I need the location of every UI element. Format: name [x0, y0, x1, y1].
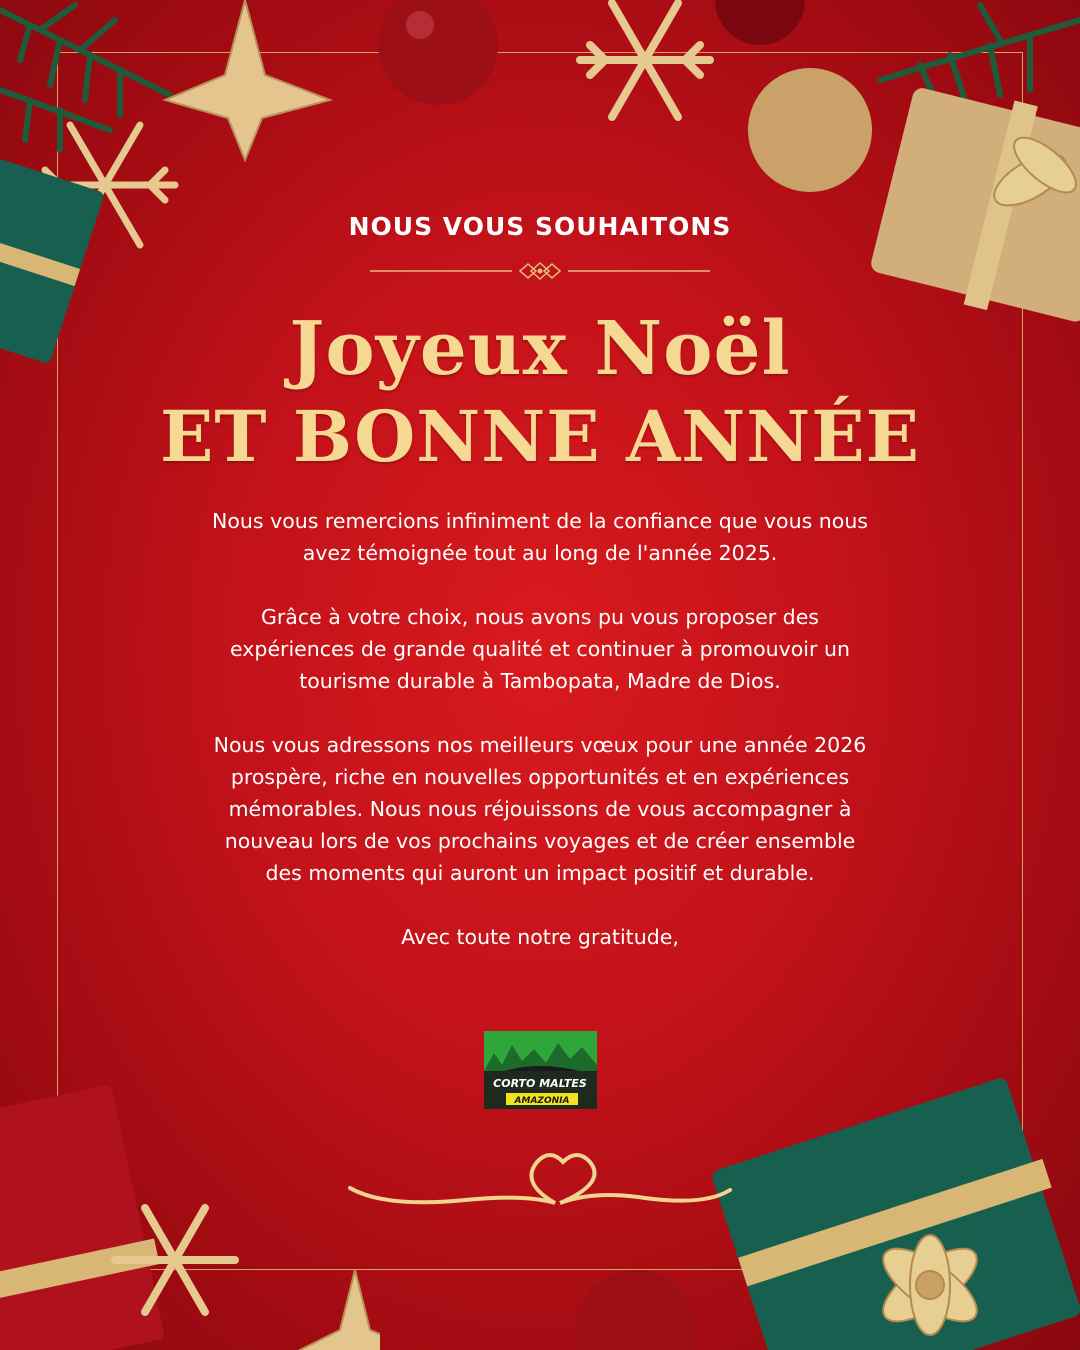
greeting-title-line2: ET BONNE ANNÉE — [160, 395, 920, 478]
bottom-left-decoration — [0, 1080, 380, 1350]
company-logo — [484, 1031, 597, 1109]
heart-icon — [345, 1148, 735, 1218]
message-paragraph: Nous vous adressons nos meilleurs vœux pour une année 2026 prospère, riche en nouvelles opportunités et en expériences mémorables. Nous nous réjouissons de vous accompagner à nouveau lors de vos prochains voyages et de créer ensemble des moments qui auront un impact positif et durable. — [213, 733, 867, 885]
message-paragraph: Grâce à votre choix, nous avons pu vous proposer des expériences de grande qualité et continuer à promouvoir un tourisme durable à Tambopata, Madre de Dios. — [230, 605, 850, 693]
closing-line: Avec toute notre gratitude, — [401, 925, 679, 949]
svg-text:CORTO MALTES: CORTO MALTES — [493, 1077, 587, 1090]
pine-branch-icon — [0, 5, 170, 150]
card-subtitle: NOUS VOUS SOUHAITONS — [348, 212, 732, 241]
greeting-title-line1: Joyeux Noël — [289, 306, 791, 392]
top-center-ornament — [370, 0, 510, 110]
message-body — [210, 505, 870, 985]
svg-text:AMAZONIA: AMAZONIA — [514, 1096, 570, 1106]
divider-diamond-icon — [370, 260, 710, 282]
message-paragraph: Nous vous remercions infiniment de la confiance que vous nous avez témoignée tout au long de l'année 2025. — [212, 509, 868, 565]
star-icon — [165, 0, 330, 160]
greeting-title — [0, 305, 1080, 481]
